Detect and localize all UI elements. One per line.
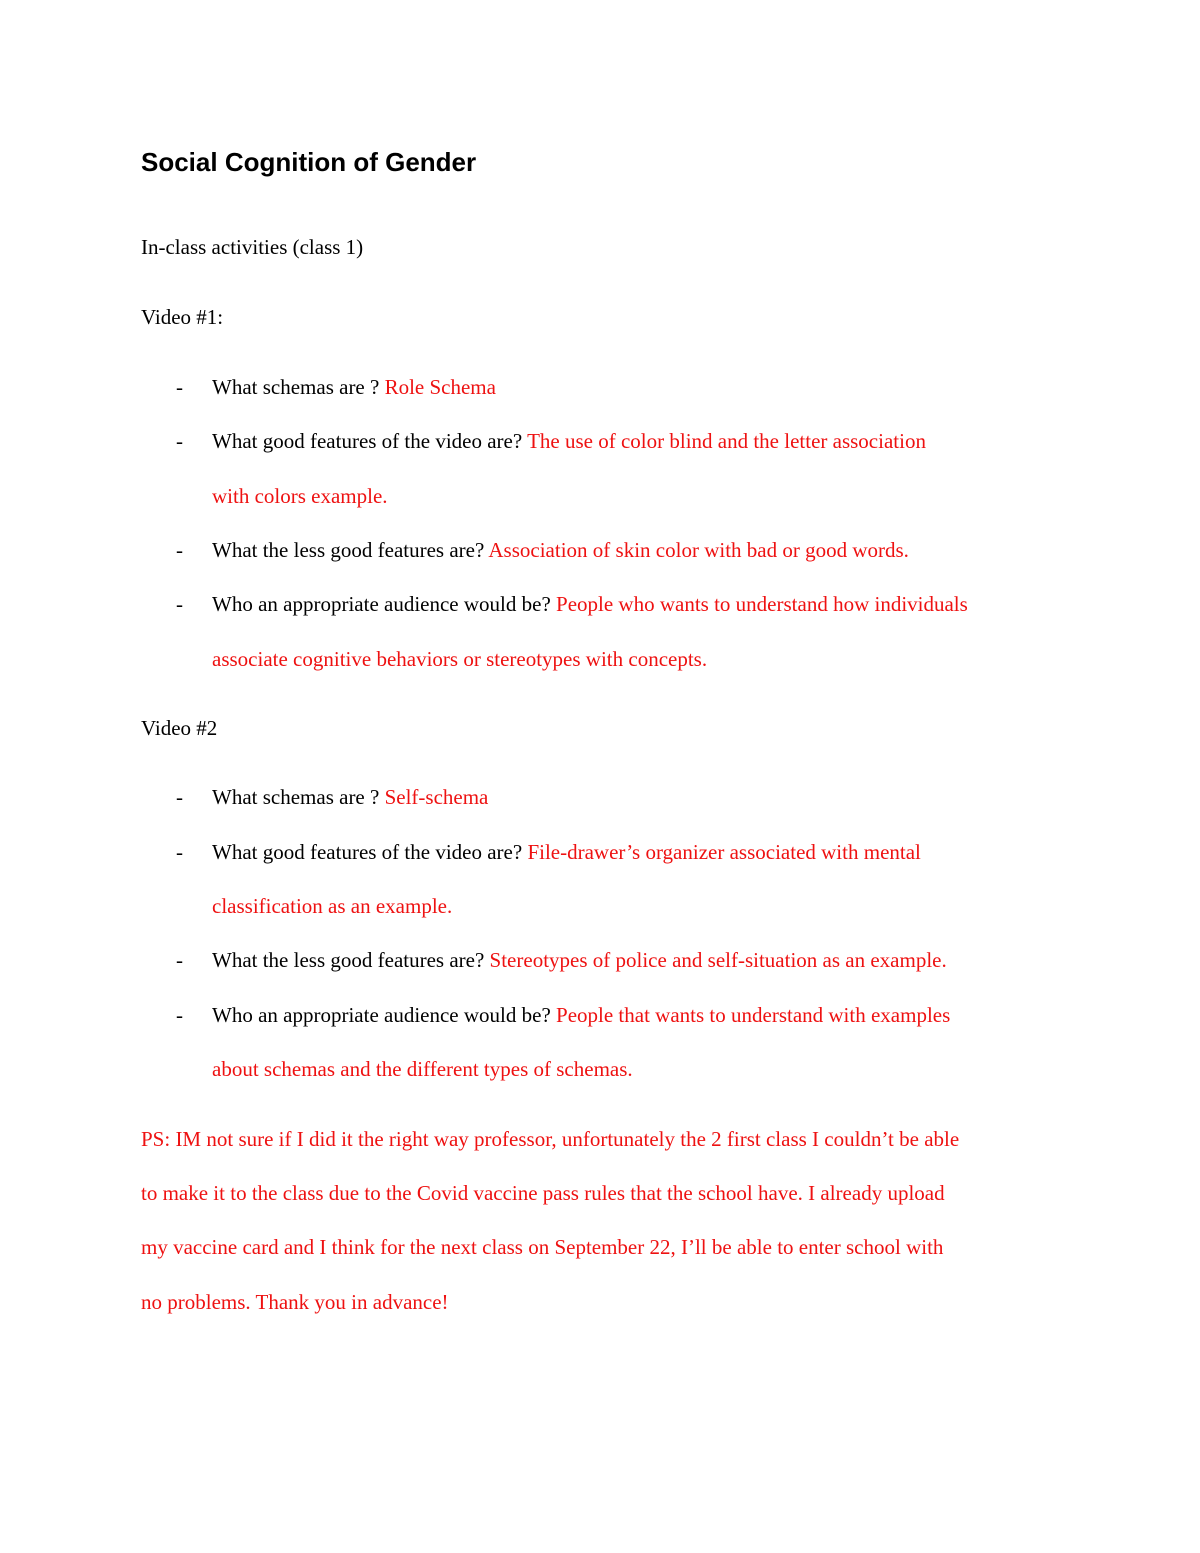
bullet-dash: - (176, 375, 183, 399)
question: Who an appropriate audience would be? (212, 592, 551, 616)
question: What schemas are ? (212, 375, 380, 399)
document-title: Social Cognition of Gender (141, 147, 477, 177)
ps-line-3: my vaccine card and I think for the next class on September 22, I’ll be able to enter school with (141, 1235, 944, 1259)
video1-item-4 (212, 589, 968, 619)
video1-item-2 (212, 426, 926, 456)
ps-line-1: PS: IM not sure if I did it the right way professor, unfortunately the 2 first class I couldn’t be able (141, 1127, 960, 1151)
bullet-dash: - (176, 592, 183, 616)
answer: People who wants to understand how individuals (556, 592, 968, 616)
answer: Association of skin color with bad or good words. (488, 538, 909, 562)
question: What good features of the video are? (212, 840, 523, 864)
question: Who an appropriate audience would be? (212, 1003, 551, 1027)
answer: File-drawer’s organizer associated with mental (527, 840, 921, 864)
bullet-dash: - (176, 948, 183, 972)
answer: Self-schema (384, 785, 489, 809)
ps-line-4: no problems. Thank you in advance! (141, 1290, 449, 1314)
bullet-dash: - (176, 1003, 183, 1027)
video2-item-2 (212, 837, 921, 867)
video2-item-4-continued: about schemas and the different types of schemas. (212, 1057, 633, 1081)
video2-item-4 (212, 1000, 950, 1030)
question: What good features of the video are? (212, 429, 523, 453)
question: What schemas are ? (212, 785, 380, 809)
bullet-dash: - (176, 429, 183, 453)
bullet-dash: - (176, 785, 183, 809)
video1-item-1 (212, 372, 496, 402)
video2-item-2-continued: classification as an example. (212, 894, 453, 918)
video1-item-2-continued: with colors example. (212, 484, 388, 508)
answer: The use of color blind and the letter association (527, 429, 926, 453)
bullet-dash: - (176, 538, 183, 562)
video2-item-1 (212, 782, 488, 812)
video2-heading: Video #2 (141, 716, 218, 740)
bullet-dash: - (176, 840, 183, 864)
answer: Stereotypes of police and self-situation as an example. (489, 948, 947, 972)
subtitle: In-class activities (class 1) (141, 235, 364, 259)
answer: People that wants to understand with examples (556, 1003, 951, 1027)
question: What the less good features are? (212, 948, 485, 972)
question: What the less good features are? (212, 538, 485, 562)
video1-heading: Video #1: (141, 305, 224, 329)
ps-line-2: to make it to the class due to the Covid vaccine pass rules that the school have. I already upload (141, 1181, 945, 1205)
answer: Role Schema (384, 375, 496, 399)
video2-item-3 (212, 945, 947, 975)
video1-item-3 (212, 535, 909, 565)
video1-item-4-continued: associate cognitive behaviors or stereotypes with concepts. (212, 647, 708, 671)
